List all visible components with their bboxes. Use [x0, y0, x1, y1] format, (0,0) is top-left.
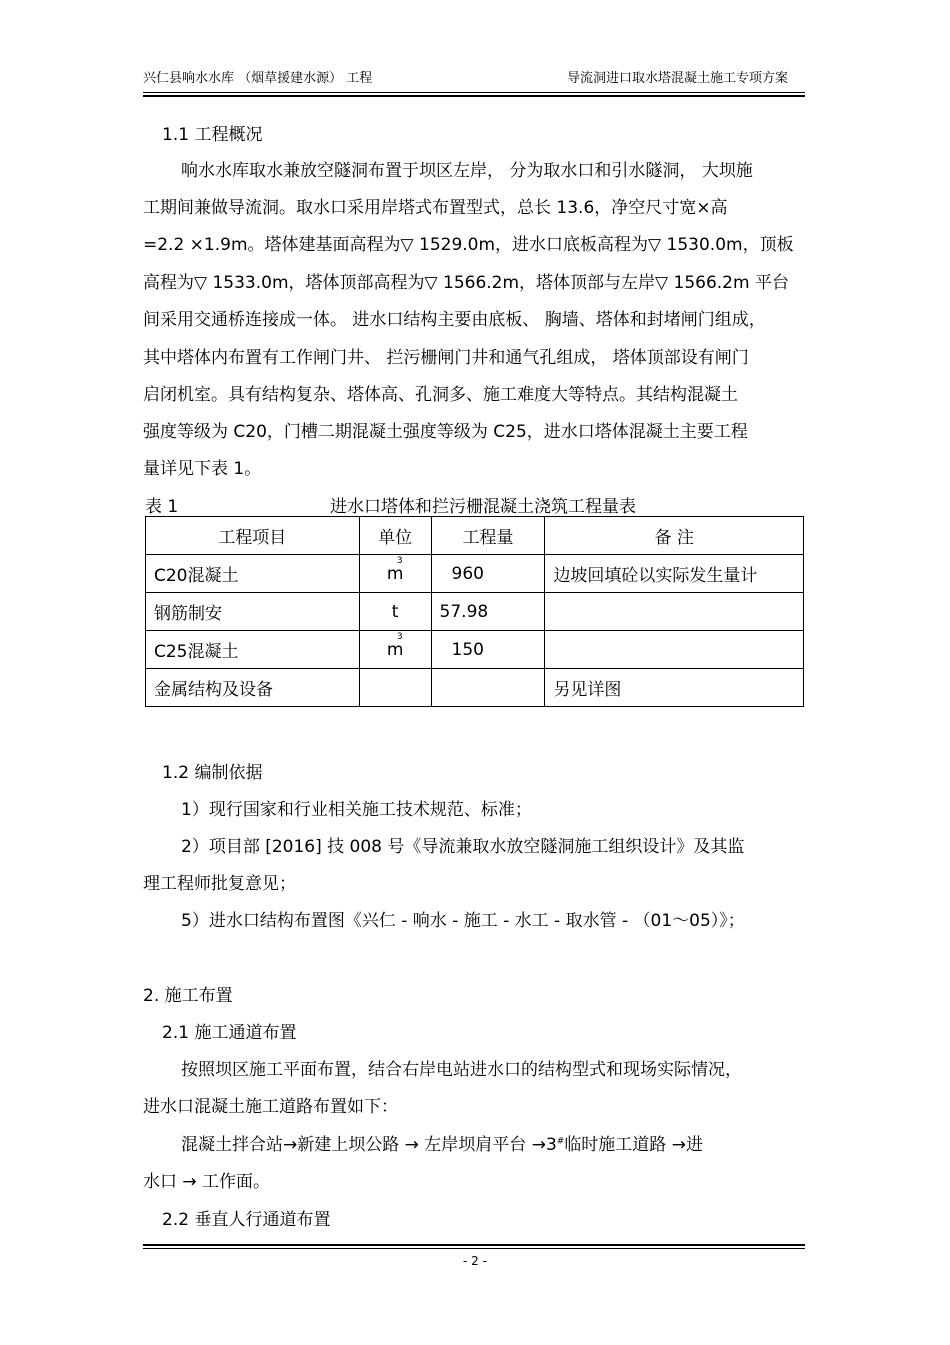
section-heading-2-1: 2.1 施工通道布置: [162, 1023, 297, 1043]
header-rule-thick: [143, 95, 805, 97]
item-cell: C25混凝土: [146, 631, 360, 669]
header-right: 导流洞进口取水塔混凝土施工专项方案: [566, 71, 788, 86]
header-left: 兴仁县响水水库 （烟草援建水源） 工程: [143, 71, 373, 86]
list-item: 2）项目部 [2016] 技 008 号《导流兼取水放空隧洞施工组织设计》及其监: [181, 837, 745, 857]
table-label: 表 1: [145, 497, 179, 517]
footer-rule-thick: [143, 1244, 805, 1246]
qty-cell: 150: [431, 631, 545, 669]
table-row: [146, 669, 804, 707]
table-row: [146, 593, 804, 631]
unit-cell: [359, 669, 431, 707]
paragraph-line: 间采用交通桥连接成一体。 进水口结构主要由底板、 胸墙、塔体和封堵闸门组成，: [143, 310, 766, 330]
paragraph-line: 强度等级为 C20，门槽二期混凝土强度等级为 C25，进水口塔体混凝土主要工程: [143, 422, 748, 442]
note-cell: 另见详图: [545, 669, 804, 707]
paragraph-line: 其中塔体内布置有工作闸门井、 拦污栅闸门井和通气孔组成， 塔体顶部设有闸门: [143, 348, 749, 368]
note-cell: 边坡回填砼以实际发生量计: [545, 555, 804, 593]
qty-cell: 57.98: [431, 593, 545, 631]
unit-cell: m 3: [359, 631, 431, 669]
item-cell: 钢筋制安: [146, 593, 360, 631]
paragraph-line: 高程为▽ 1533.0m，塔体顶部高程为▽ 1566.2m，塔体顶部与左岸▽ 1566.2m 平台: [143, 273, 789, 293]
header-cell: 工程项目: [146, 517, 360, 555]
header-rule-thin: [143, 92, 805, 93]
header-cell: 单位: [359, 517, 431, 555]
section-heading-2-2: 2.2 垂直人行通道布置: [162, 1210, 331, 1230]
route-line: 混凝土拌合站→新建上坝公路 → 左岸坝肩平台 →3#临时施工道路 →进: [181, 1135, 703, 1155]
paragraph-line: =2.2 ×1.9m。塔体建基面高程为▽ 1529.0m，进水口底板高程为▽ 1530.0m，顶板: [143, 235, 794, 255]
table-row: [146, 631, 804, 669]
paragraph-line: 启闭机室。具有结构复杂、塔体高、孔洞多、施工难度大等特点。其结构混凝土: [143, 385, 738, 405]
footer-rule-thin: [143, 1248, 805, 1249]
header-cell: 备 注: [545, 517, 804, 555]
table-header-row: [146, 517, 804, 555]
note-cell: [545, 631, 804, 669]
paragraph-line: 量详见下表 1。: [143, 459, 262, 479]
item-cell: C20混凝土: [146, 555, 360, 593]
table-caption: 进水口塔体和拦污栅混凝土浇筑工程量表: [330, 497, 636, 517]
route-line: 水口 → 工作面。: [143, 1172, 271, 1192]
unit-cell: m 3: [359, 555, 431, 593]
section-heading-1-2: 1.2 编制依据: [162, 763, 263, 783]
header-cell: 工程量: [431, 517, 545, 555]
note-cell: [545, 593, 804, 631]
paragraph-line: 工期间兼做导流洞。取水口采用岸塔式布置型式，总长 13.6，净空尺寸宽×高: [143, 198, 728, 218]
qty-cell: 960: [431, 555, 545, 593]
list-item: 5）进水口结构布置图《兴仁 - 响水 - 施工 - 水工 - 取水管 - （01～05）》；: [181, 911, 745, 931]
list-item: 理工程师批复意见；: [143, 874, 296, 894]
item-cell: 金属结构及设备: [146, 669, 360, 707]
unit-cell: t: [359, 593, 431, 631]
list-item: 1）现行国家和行业相关施工技术规范、标准；: [181, 800, 532, 820]
qty-cell: [431, 669, 545, 707]
page-number: - 2 -: [463, 1254, 487, 1268]
paragraph-line: 进水口混凝土施工道路布置如下：: [143, 1097, 398, 1117]
quantity-table: [145, 516, 804, 707]
paragraph-line: 按照坝区施工平面布置，结合右岸电站进水口的结构型式和现场实际情况，: [181, 1060, 742, 1080]
section-heading-1-1: 1.1 工程概况: [162, 125, 263, 145]
section-heading-2: 2. 施工布置: [143, 986, 233, 1006]
paragraph-line: 响水水库取水兼放空隧洞布置于坝区左岸， 分为取水口和引水隧洞， 大坝施: [181, 161, 753, 181]
table-row: [146, 555, 804, 593]
